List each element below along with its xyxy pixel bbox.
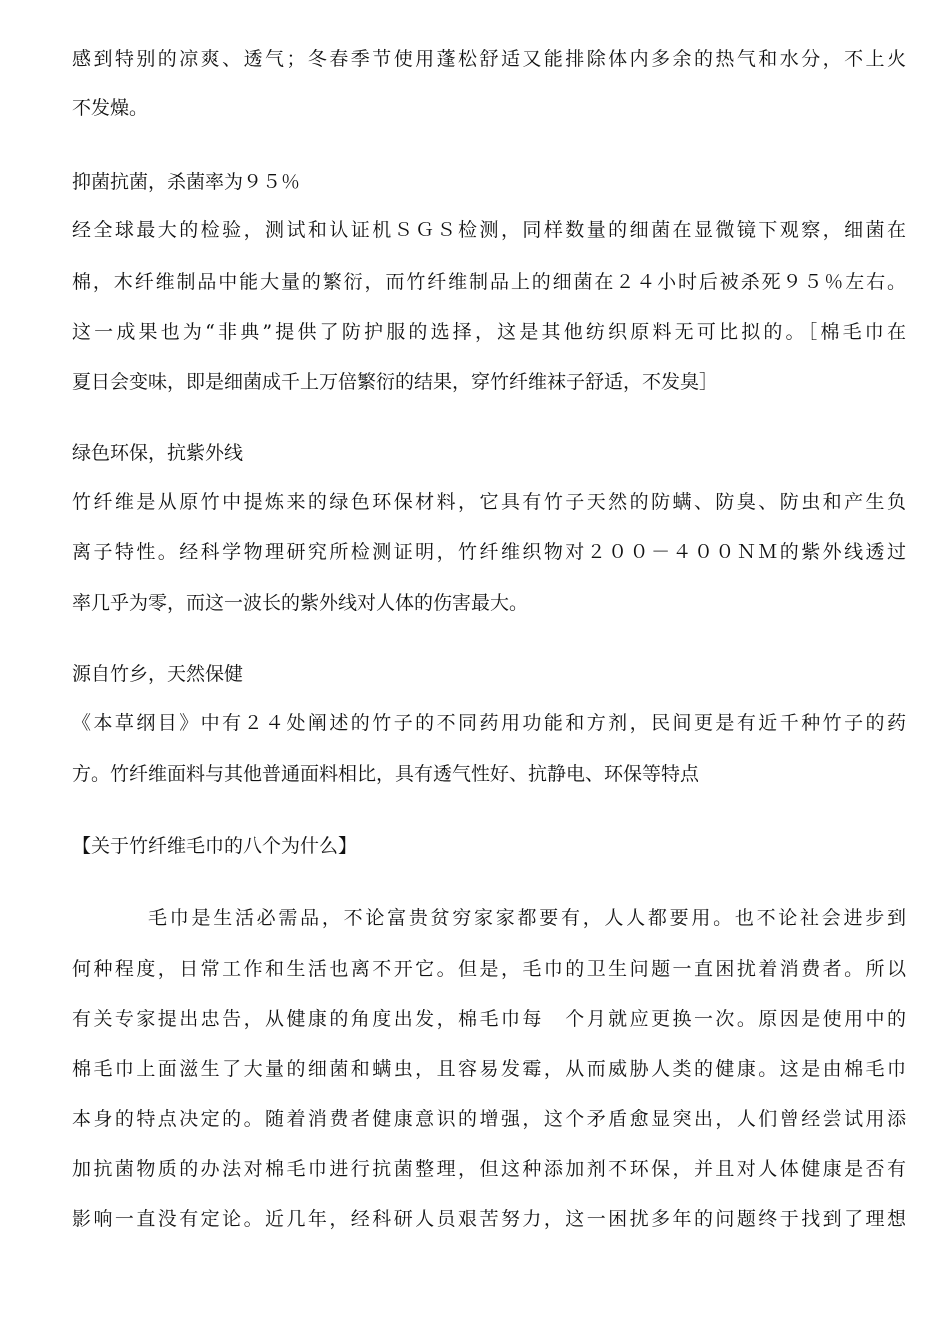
section-eco-line-1: 竹纤维是从原竹中提炼来的绿色环保材料，它具有竹子天然的防螨、防臭、防虫和产生负 [72, 491, 906, 513]
section-heading-eco: 绿色环保，抗紫外线 [72, 442, 244, 464]
paragraph-line-6: 加抗菌物质的办法对棉毛巾进行抗菌整理，但这种添加剂不环保，并且对人体健康是否有 [72, 1158, 906, 1180]
section-antibacterial-line-2: 棉，木纤维制品中能大量的繁衍，而竹纤维制品上的细菌在２４小时后被杀死９５％左右。 [72, 271, 906, 293]
paragraph-line-2: 何种程度，日常工作和生活也离不开它。但是，毛巾的卫生问题一直困扰着消费者。所以 [72, 958, 906, 980]
section-health-line-1: 《本草纲目》中有２４处阐述的竹子的不同药用功能和方剂，民间更是有近千种竹子的药 [72, 712, 906, 734]
paragraph-line-7: 影响一直没有定论。近几年，经科研人员艰苦努力，这一困扰多年的问题终于找到了理想 [72, 1208, 906, 1230]
section-heading-health: 源自竹乡，天然保健 [72, 663, 244, 685]
section-health-line-2: 方。竹纤维面料与其他普通面料相比，具有透气性好、抗静电、环保等特点 [72, 763, 700, 785]
section-heading-antibacterial: 抑菌抗菌，杀菌率为９５％ [72, 171, 301, 193]
section-antibacterial-line-4: 夏日会变味，即是细菌成千上万倍繁衍的结果，穿竹纤维袜子舒适，不发臭］ [72, 371, 719, 393]
paragraph-line-3: 有关专家提出忠告，从健康的角度出发，棉毛巾每 个月就应更换一次。原因是使用中的 [72, 1008, 906, 1030]
intro-line-1: 感到特别的凉爽、透气；冬春季节使用蓬松舒适又能排除体内多余的热气和水分，不上火 [72, 48, 906, 70]
section-antibacterial-line-3: 这一成果也为“非典”提供了防护服的选择，这是其他纺织原料无可比拟的。［棉毛巾在 [72, 321, 906, 343]
bracket-title: 【关于竹纤维毛巾的八个为什么】 [72, 835, 358, 857]
section-eco-line-2: 离子特性。经科学物理研究所检测证明，竹纤维织物对２００－４００ＮＭ的紫外线透过 [72, 541, 906, 563]
paragraph-line-1: 毛巾是生活必需品，不论富贵贫穷家家都要有，人人都要用。也不论社会进步到 [148, 907, 906, 929]
section-eco-line-3: 率几乎为零，而这一波长的紫外线对人体的伤害最大。 [72, 592, 529, 614]
intro-line-2: 不发燥。 [72, 97, 149, 119]
paragraph-line-4: 棉毛巾上面滋生了大量的细菌和螨虫，且容易发霉，从而威胁人类的健康。这是由棉毛巾 [72, 1058, 906, 1080]
paragraph-line-5: 本身的特点决定的。随着消费者健康意识的增强，这个矛盾愈显突出，人们曾经尝试用添 [72, 1108, 906, 1130]
section-antibacterial-line-1: 经全球最大的检验，测试和认证机ＳＧＳ检测，同样数量的细菌在显微镜下观察，细菌在 [72, 219, 906, 241]
